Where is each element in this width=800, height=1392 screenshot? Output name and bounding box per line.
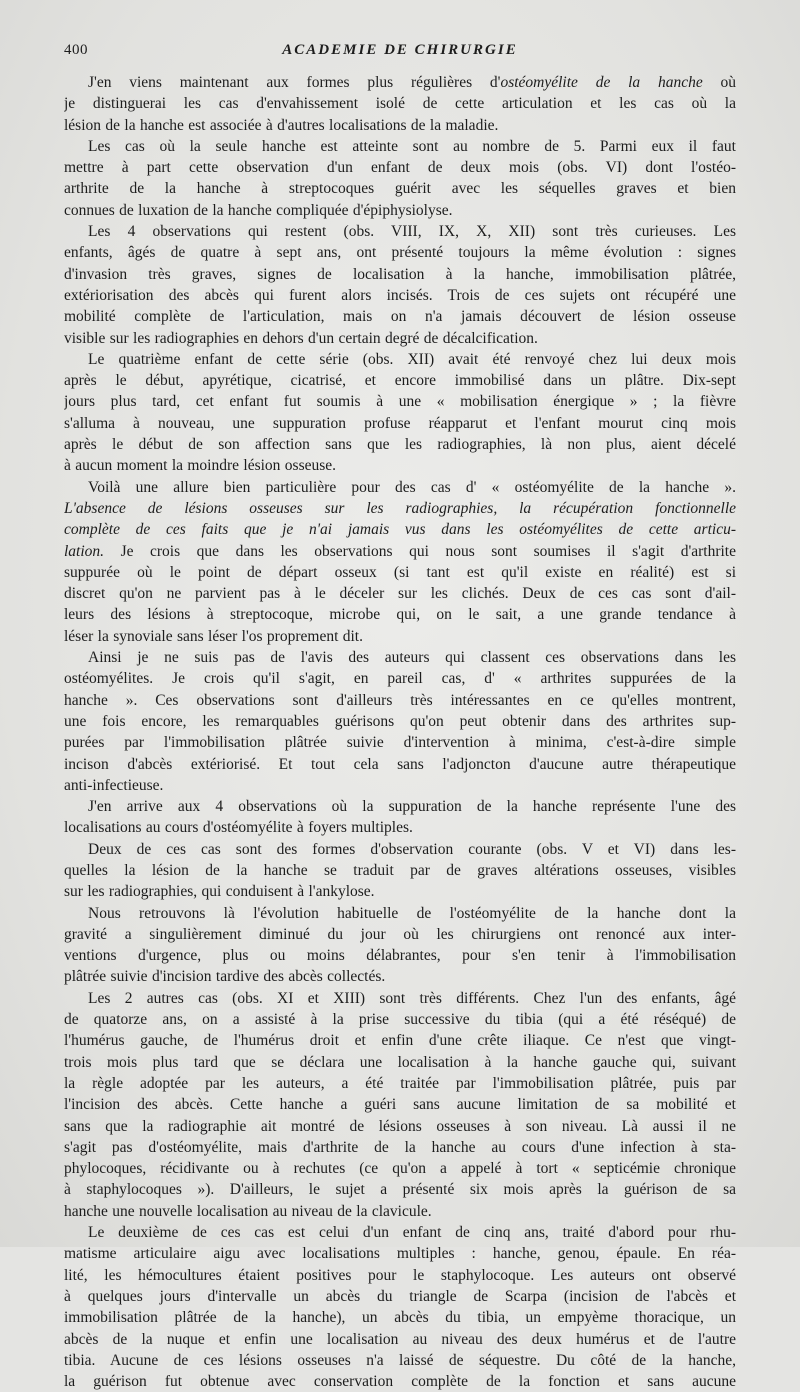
text-line: [64, 306, 736, 327]
text-run: hanche une nouvelle localisation au niveau de la clavicule.: [64, 1202, 432, 1220]
text-run: Les cas où la seule hanche est atteinte sont au nombre de 5. Parmi eux il faut: [88, 137, 736, 155]
text-line: [64, 1052, 736, 1073]
text-line: [64, 1179, 736, 1200]
text-line: [64, 541, 736, 562]
text-run: anti-infectieuse.: [64, 776, 164, 794]
text-line: [64, 945, 736, 966]
text-line: [64, 455, 736, 476]
text-run: la règle adoptée par les auteurs, a été traitée par l'immobilisation plâtrée, puis par: [64, 1074, 736, 1092]
text-run: l'incision des abcès. Cette hanche a guéri sans aucune limitation de sa mobilité et: [64, 1096, 736, 1114]
text-line: [64, 839, 736, 860]
text-run: mobilité complète de l'articulation, mais on n'a jamais découvert de lésion osseuse: [64, 308, 736, 326]
text-line: [64, 178, 736, 199]
text-run: Voilà une allure bien particulière pour des cas d' « ostéomyélite de la hanche ».: [88, 478, 736, 496]
text-line: [64, 1073, 736, 1094]
text-line: [64, 1350, 736, 1371]
text-line: [64, 1329, 736, 1350]
italic-run: L'absence de lésions osseuses sur les radiographies, la récupération fonctionnelle: [64, 499, 736, 517]
text-run: la guérison fut obtenue avec conservation complète de la fonction et sans aucune: [64, 1373, 736, 1391]
text-line: [64, 1265, 736, 1286]
text-run: suppurée où le point de départ osseux (si tant est qu'il existe en réalité) est si: [64, 563, 736, 581]
text-run: où: [702, 74, 736, 91]
text-line: [64, 498, 736, 519]
text-run: plâtrée suivie d'incision tardive des abcès collectés.: [64, 968, 386, 986]
text-line: [64, 72, 736, 93]
text-line: [64, 796, 736, 817]
italic-run: ostéomyélite de la hanche: [500, 74, 703, 91]
text-run: matisme articulaire aigu avec localisations multiples : hanche, genou, épaule. En réa-: [64, 1245, 736, 1263]
text-line: [64, 1030, 736, 1051]
text-line: [64, 370, 736, 391]
text-run: sur les radiographies, qui conduisent à l'ankylose.: [64, 883, 375, 901]
text-run: phylocoques, récidivante ou à rechutes (ce qu'on a appelé à tort « septicémie chronique: [64, 1160, 736, 1178]
text-line: [64, 1222, 736, 1243]
text-line: [64, 264, 736, 285]
text-line: [64, 115, 736, 136]
text-line: [64, 711, 736, 732]
text-line: [64, 1116, 736, 1137]
text-run: lité, les hémocultures étaient positives pour le staphylocoque. Les auteurs ont observé: [64, 1266, 736, 1284]
text-line: [64, 562, 736, 583]
text-run: Deux de ces cas sont des formes d'observation courante (obs. V et VI) dans les-: [88, 840, 736, 858]
text-line: [64, 881, 736, 902]
text-run: sans que la radiographie ait montré de lésions osseuses à son niveau. Là aussi il ne: [64, 1117, 736, 1135]
text-run: leurs des lésions à streptocoque, microbe qui, on le sait, a une grande tendance à: [64, 606, 736, 624]
text-run: d'invasion très graves, signes de localisation à la hanche, immobilisation plâtrée,: [64, 265, 736, 283]
text-line: [64, 966, 736, 987]
text-run: après le début, apyrétique, cicatrisé, et encore immobilisé dans un plâtre. Dix-sept: [64, 372, 736, 390]
page-header: [64, 42, 736, 66]
text-run: Les 2 autres cas (obs. XI et XIII) sont très différents. Chez l'un des enfants, âgé: [88, 989, 736, 1007]
text-line: [64, 1371, 736, 1392]
text-line: [64, 328, 736, 349]
text-run: s'agit pas d'ostéomyélite, mais d'arthrite de la hanche au cours d'une infection à sta-: [64, 1138, 736, 1156]
text-run: incison d'abcès extériorisé. Et tout cela sans l'adjoncton d'aucune autre thérapeutique: [64, 755, 736, 773]
article-body: [64, 72, 736, 1392]
text-line: [64, 434, 736, 455]
text-line: [64, 1137, 736, 1158]
text-line: [64, 924, 736, 945]
text-run: arthrite de la hanche à streptocoques guérit avec les séquelles graves et bien: [64, 180, 736, 198]
text-line: [64, 391, 736, 412]
page-number: 400: [64, 42, 88, 58]
text-line: [64, 583, 736, 604]
text-line: [64, 221, 736, 242]
text-run: Le deuxième de ces cas est celui d'un enfant de cinq ans, traité d'abord pour rhu-: [88, 1224, 736, 1242]
text-run: à quelques jours d'intervalle un abcès du triangle de Scarpa (incision de l'abcès et: [64, 1287, 736, 1305]
text-run: mettre à part cette observation d'un enfant de deux mois (obs. VI) dont l'ostéo-: [64, 159, 736, 177]
text-line: [64, 604, 736, 625]
text-run: Ainsi je ne suis pas de l'avis des auteurs qui classent ces observations dans les: [88, 649, 736, 667]
text-run: purées par l'immobilisation plâtrée suivie d'intervention à minima, c'est-à-dire simple: [64, 734, 736, 752]
text-line: [64, 1201, 736, 1222]
text-line: [64, 775, 736, 796]
text-run: ostéomyélites. Je crois qu'il s'agit, en pareil cas, d' « arthrites suppurées de la: [64, 670, 736, 688]
text-line: [64, 1307, 736, 1328]
text-line: [64, 1286, 736, 1307]
text-run: tibia. Aucune de ces lésions osseuses n'a laissé de séquestre. Du côté de la hanche,: [64, 1351, 736, 1369]
text-run: je distinguerai les cas d'envahissement isolé de cette articulation et les cas où la: [64, 95, 736, 113]
text-run: de quatorze ans, on a assisté à la prise successive du tibia (qui a été réséqué) de: [64, 1011, 736, 1029]
italic-run: lation.: [64, 542, 105, 560]
text-run: Nous retrouvons là l'évolution habituelle de l'ostéomyélite de la hanche dont la: [88, 904, 736, 922]
text-run: Je crois que dans les observations qui nous sont soumises il s'agit d'arthrite: [104, 542, 736, 560]
text-line: [64, 647, 736, 668]
text-run: trois mois plus tard que se déclara une localisation à la hanche gauche qui, suivant: [64, 1053, 736, 1071]
text-line: [64, 1094, 736, 1115]
text-line: [64, 988, 736, 1009]
text-run: l'humérus gauche, de l'humérus droit et enfin d'une crête iliaque. Ce n'est que vingt-: [64, 1032, 736, 1050]
text-run: J'en viens maintenant aux formes plus régulières d': [88, 74, 501, 91]
text-run: Le quatrième enfant de cette série (obs. XII) avait été renvoyé chez lui deux mois: [88, 350, 736, 368]
text-line: [64, 817, 736, 838]
text-run: enfants, âgés de quatre à sept ans, ont présenté toujours la même évolution : signes: [64, 244, 736, 262]
text-line: [64, 136, 736, 157]
text-run: discret qu'on ne parvient pas à le déceler sur les clichés. Deux de ces cas sont d'ail-: [64, 585, 736, 603]
text-line: [64, 754, 736, 775]
text-run: gravité a singulièrement diminué du jour où les chirurgiens ont renoncé aux inter-: [64, 925, 736, 943]
italic-run: complète de ces faits que je n'ai jamais vus dans les ostéomyélites de cette articu-: [64, 521, 736, 539]
text-line: [64, 903, 736, 924]
text-run: lésion de la hanche est associée à d'autres localisations de la maladie.: [64, 116, 499, 134]
text-line: [64, 242, 736, 263]
text-run: hanche ». Ces observations sont d'ailleurs très intéressantes en ce qu'elles montrent,: [64, 691, 736, 709]
text-run: Les 4 observations qui restent (obs. VIII, IX, X, XII) sont très curieuses. Les: [88, 223, 736, 241]
text-run: à aucun moment la moindre lésion osseuse.: [64, 457, 337, 475]
text-run: s'alluma à nouveau, une suppuration profuse réapparut et l'enfant mourut cinq mois: [64, 414, 736, 432]
text-line: [64, 668, 736, 689]
text-run: abcès de la nuque et enfin une localisation au niveau des deux humérus et de l'autre: [64, 1330, 736, 1348]
text-run: après le début de son affection sans que les radiographies, là non plus, aient décelé: [64, 436, 736, 454]
text-run: léser la synoviale sans léser l'os proprement dit.: [64, 627, 363, 645]
text-line: [64, 93, 736, 114]
text-run: J'en arrive aux 4 observations où la suppuration de la hanche représente l'une des: [88, 798, 736, 816]
text-line: [64, 477, 736, 498]
text-run: une fois encore, les remarquables guérisons qu'on peut obtenir dans des arthrites sup-: [64, 712, 736, 730]
text-line: [64, 732, 736, 753]
text-run: visible sur les radiographies en dehors d'un certain degré de décalcification.: [64, 329, 538, 347]
text-line: [64, 285, 736, 306]
text-line: [64, 626, 736, 647]
text-run: quelles la lésion de la hanche se traduit par de graves altérations osseuses, visibles: [64, 861, 736, 879]
text-line: [64, 1158, 736, 1179]
text-line: [64, 157, 736, 178]
text-run: localisations au cours d'ostéomyélite à foyers multiples.: [64, 819, 413, 837]
text-line: [64, 690, 736, 711]
text-run: immobilisation plâtrée de la hanche), un abcès du tibia, un empyème thoracique, un: [64, 1309, 736, 1327]
text-run: à staphylocoques »). D'ailleurs, le sujet a présenté six mois après la guérison de sa: [64, 1181, 736, 1199]
text-run: ventions d'urgence, plus ou moins délabrantes, pour s'en tenir à l'immobilisation: [64, 947, 736, 965]
text-line: [64, 200, 736, 221]
text-run: connues de luxation de la hanche compliquée d'épiphysiolyse.: [64, 201, 453, 219]
text-line: [64, 519, 736, 540]
text-line: [64, 349, 736, 370]
text-line: [64, 1009, 736, 1030]
text-line: [64, 860, 736, 881]
text-run: extériorisation des abcès qui furent alors incisés. Trois de ces sujets ont récupéré une: [64, 286, 736, 304]
text-line: [64, 413, 736, 434]
running-title: ACADEMIE DE CHIRURGIE: [282, 42, 518, 58]
text-run: jours plus tard, cet enfant fut soumis à une « mobilisation énergique » ; la fièvre: [64, 393, 736, 411]
